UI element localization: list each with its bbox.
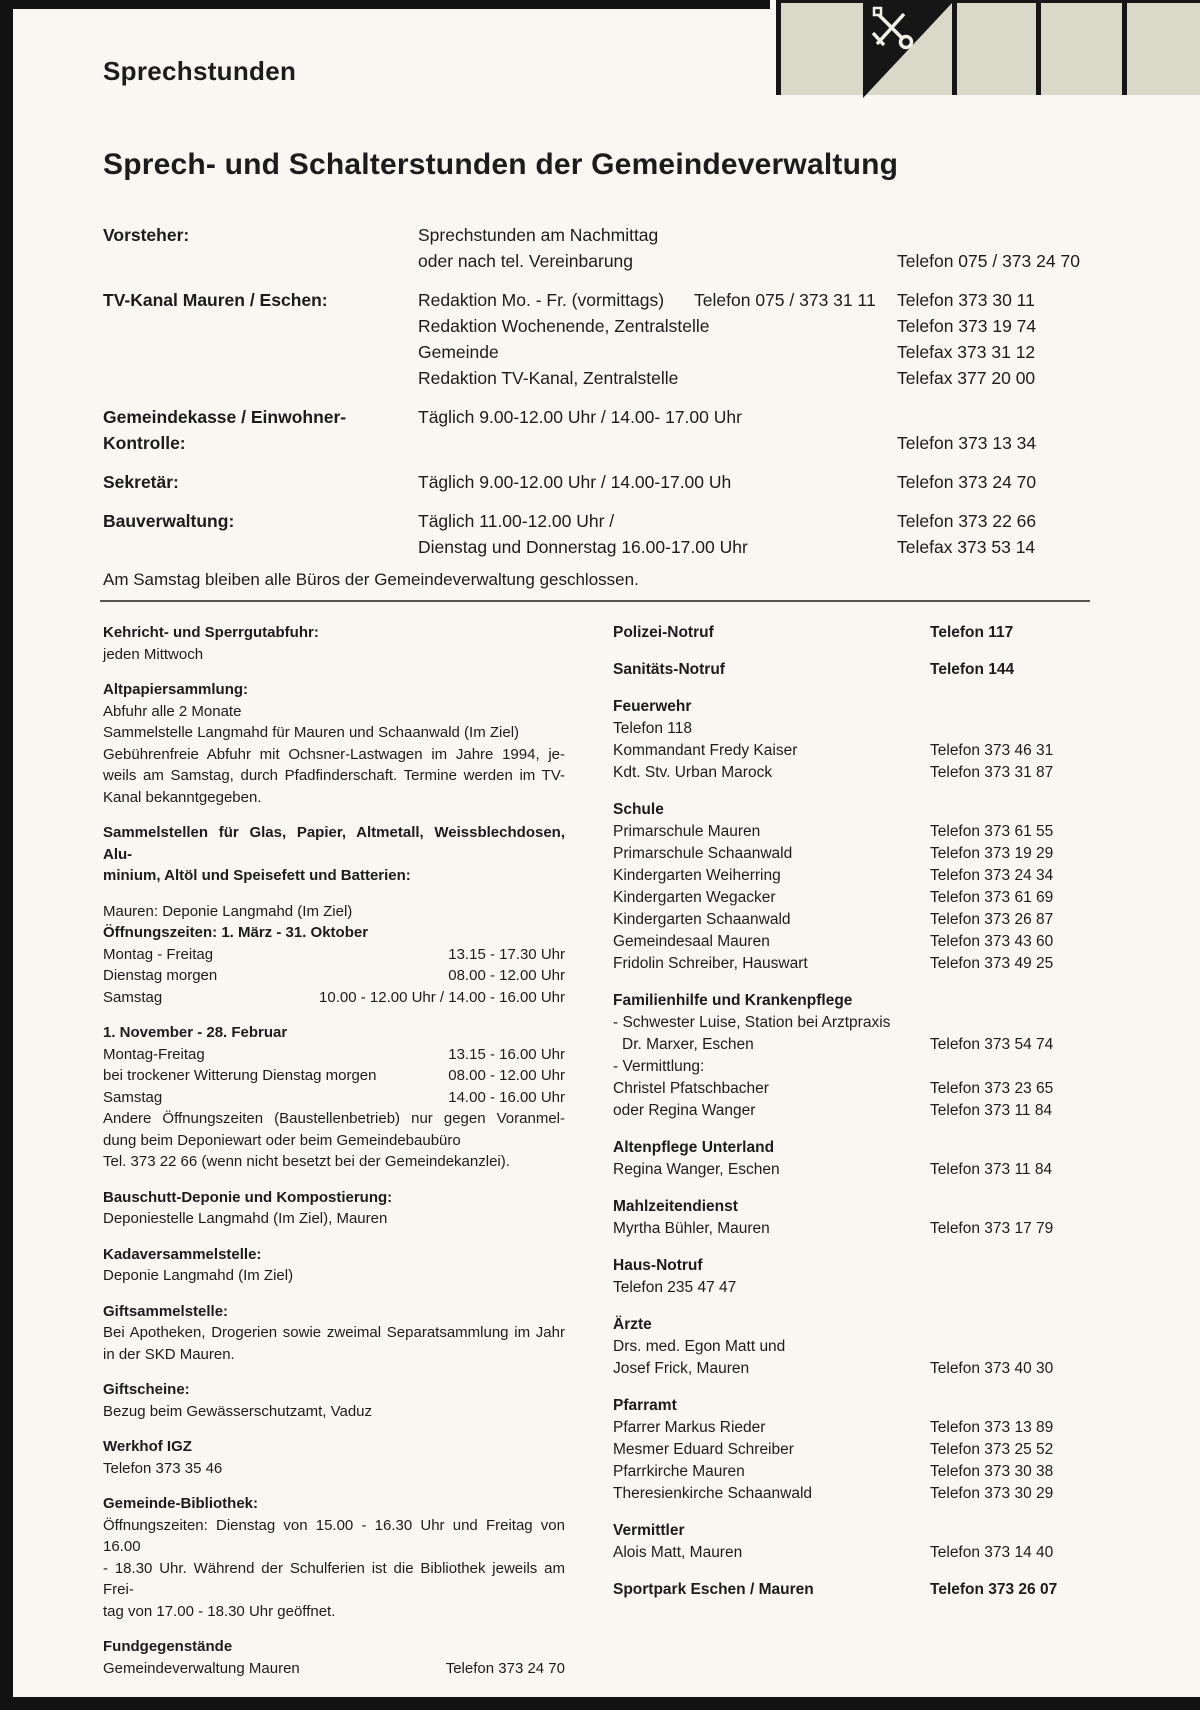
office-phone-line xyxy=(897,404,1095,430)
entry-name-line xyxy=(613,1358,1090,1380)
directory-section xyxy=(613,799,1090,975)
section-text-line: Abfuhr alle 2 Monate xyxy=(103,702,242,720)
schedule-row xyxy=(103,987,565,1009)
entry-name: Gemeindesaal Mauren xyxy=(613,933,770,950)
header-decorative-band xyxy=(776,0,1200,95)
office-label-line: Gemeindekasse / Einwohner- xyxy=(103,407,347,427)
section-heading: Altpapiersammlung: xyxy=(103,681,249,698)
office-hours-row xyxy=(103,404,1095,456)
directory-section xyxy=(103,1493,565,1622)
section-heading-text: Sanitäts-Notruf xyxy=(613,661,725,678)
entry-name-line xyxy=(613,1034,1090,1056)
schedule-time: Telefon 373 24 70 xyxy=(445,1659,565,1677)
office-description-line: Täglich 9.00-12.00 Uhr / 14.00- 17.00 Uhr xyxy=(418,407,742,427)
scan-edge-strip xyxy=(0,0,13,1710)
crossed-sword-key-icon xyxy=(863,3,952,98)
entry-name: Telefon 235 47 47 xyxy=(613,1279,737,1296)
schedule-time: 08.00 - 12.00 Uhr xyxy=(448,1067,565,1084)
directory-section xyxy=(613,659,1090,681)
office-hours-row xyxy=(103,469,1095,495)
entry-name-line xyxy=(613,865,1090,887)
section-heading-text: Ärzte xyxy=(613,1316,652,1333)
entry-name-line xyxy=(613,1012,1090,1034)
office-description-line: Sprechstunden am Nachmittag xyxy=(418,225,659,245)
directory-section xyxy=(613,1314,1090,1380)
entry-name-line xyxy=(613,843,1090,865)
office-phone-cell xyxy=(897,404,1095,456)
office-description-line: Redaktion TV-Kanal, Zentralstelle xyxy=(418,368,679,388)
entry-name: Fridolin Schreiber, Hauswart xyxy=(613,955,808,972)
section-text-line: tag von 17.00 - 18.30 Uhr geöffnet. xyxy=(103,1602,336,1620)
office-hours-table xyxy=(103,222,1095,573)
entry-phone: Telefon 144 xyxy=(930,661,1015,678)
office-description-cell xyxy=(418,222,897,274)
office-description-line: oder nach tel. Vereinbarung xyxy=(418,251,634,271)
section-heading-text: Altenpflege Unterland xyxy=(613,1139,775,1156)
section-heading: Bauschutt-Deponie und Kompostierung: xyxy=(103,1188,393,1206)
schedule-row xyxy=(103,965,565,987)
section-heading: Sammelstellen für Glas, Papier, Altmetall, Weissblechdosen, Alu- xyxy=(103,824,565,863)
section-heading xyxy=(613,1196,1090,1218)
entry-name: Kdt. Stv. Urban Marock xyxy=(613,764,773,781)
entry-name-line xyxy=(613,821,1090,843)
office-description-line: Redaktion Wochenende, Zentralstelle xyxy=(418,316,710,336)
directory-section xyxy=(103,679,565,808)
directory-section xyxy=(613,1395,1090,1505)
office-phone-line: Telefax 377 20 00 xyxy=(897,368,1036,388)
entry-name-line xyxy=(613,1218,1090,1240)
section-heading: 1. November - 28. Februar xyxy=(103,1024,288,1041)
office-phone-cell xyxy=(897,508,1095,560)
schedule-row xyxy=(103,1087,565,1109)
entry-name: Drs. med. Egon Matt und xyxy=(613,1338,786,1355)
emblem-triangle xyxy=(863,3,952,98)
section-heading xyxy=(613,1395,1090,1417)
entry-name-line xyxy=(613,1100,1090,1122)
office-phone-line: Telefax 373 53 14 xyxy=(897,537,1036,557)
entry-phone: Telefon 117 xyxy=(930,624,1014,641)
office-description-cell xyxy=(418,287,897,391)
entry-name-line xyxy=(613,1159,1090,1181)
office-description-cell xyxy=(418,508,897,560)
entry-phone: Telefon 373 30 38 xyxy=(930,1463,1054,1480)
office-phone-line: Telefon 373 30 11 xyxy=(897,290,1035,310)
section-heading xyxy=(613,1255,1090,1277)
directory-section xyxy=(103,822,565,887)
entry-name-line xyxy=(613,909,1090,931)
schedule-label: Samstag xyxy=(103,1088,163,1106)
entry-name-line xyxy=(613,1277,1090,1299)
section-heading xyxy=(613,1137,1090,1159)
page-kicker: Sprechstunden xyxy=(103,56,297,86)
entry-name: Telefon 118 xyxy=(613,720,692,737)
entry-phone: Telefon 373 61 55 xyxy=(930,823,1054,840)
section-text-line: Gebührenfreie Abfuhr mit Ochsner-Lastwagen im Jahre 1994, je- xyxy=(103,745,565,763)
office-label-cell xyxy=(103,222,418,274)
entry-name: Kindergarten Weiherring xyxy=(613,867,781,884)
entry-name: Josef Frick, Mauren xyxy=(613,1360,750,1377)
directory-section xyxy=(613,1196,1090,1240)
section-heading-text: Familienhilfe und Krankenpflege xyxy=(613,992,853,1009)
office-description-line: Täglich 9.00-12.00 Uhr / 14.00-17.00 Uh xyxy=(418,472,732,492)
office-description-line: Dienstag und Donnerstag 16.00-17.00 Uhr xyxy=(418,537,748,557)
directory-section xyxy=(103,1301,565,1366)
schedule-time: 13.15 - 16.00 Uhr xyxy=(448,1045,565,1063)
section-text-line: jeden Mittwoch xyxy=(103,645,204,663)
section-heading xyxy=(613,659,1090,681)
schedule-label: Montag-Freitag xyxy=(103,1045,205,1063)
office-phone-line: Telefon 075 / 373 24 70 xyxy=(897,251,1080,271)
section-heading: Gemeinde-Bibliothek: xyxy=(103,1495,259,1512)
section-heading: Kadaversammelstelle: xyxy=(103,1245,262,1263)
office-phone-cell xyxy=(897,287,1095,391)
entry-phone: Telefon 373 14 40 xyxy=(930,1544,1054,1561)
entry-name: Primarschule Schaanwald xyxy=(613,845,793,862)
section-heading-text: Feuerwehr xyxy=(613,698,692,715)
section-heading: Öffnungszeiten: 1. März - 31. Oktober xyxy=(103,924,369,941)
entry-phone: Telefon 373 26 87 xyxy=(930,911,1054,928)
entry-name-line xyxy=(613,1461,1090,1483)
entry-name: Kindergarten Schaanwald xyxy=(613,911,791,928)
office-hours-row xyxy=(103,287,1095,391)
office-phone-line: Telefax 373 31 12 xyxy=(897,342,1036,362)
entry-phone: Telefon 373 43 60 xyxy=(930,933,1054,950)
directory-section xyxy=(613,696,1090,784)
schedule-row xyxy=(103,1658,565,1680)
entry-phone: Telefon 373 61 69 xyxy=(930,889,1054,906)
office-description-line xyxy=(418,430,897,456)
top-rule-bar xyxy=(13,0,770,9)
entry-name-line xyxy=(613,887,1090,909)
directory-section xyxy=(103,1187,565,1230)
entry-name-line xyxy=(613,1336,1090,1358)
section-heading-text: Schule xyxy=(613,801,664,818)
section-heading-text: Vermittler xyxy=(613,1522,685,1539)
directory-left-column xyxy=(103,622,565,1693)
bottom-rule-bar xyxy=(0,1697,1200,1710)
directory-section xyxy=(613,622,1090,644)
schedule-label: Montag - Freitag xyxy=(103,945,214,963)
entry-name-line xyxy=(613,1439,1090,1461)
section-heading xyxy=(613,990,1090,1012)
band-divider-line xyxy=(1036,3,1041,95)
section-text-line: weils am Samstag, durch Pfadfinderschaft. Termine werden im TV- xyxy=(103,767,565,784)
section-text-line: Deponiestelle Langmahd (Im Ziel), Mauren xyxy=(103,1210,388,1227)
entry-phone: Telefon 373 23 65 xyxy=(930,1080,1054,1097)
entry-name: - Vermittlung: xyxy=(613,1058,705,1075)
entry-name-line xyxy=(613,1078,1090,1100)
entry-name: Theresienkirche Schaanwald xyxy=(613,1485,813,1502)
entry-phone: Telefon 373 17 79 xyxy=(930,1220,1054,1237)
section-heading xyxy=(613,696,1090,718)
section-heading: Fundgegenstände xyxy=(103,1638,233,1655)
schedule-time: 14.00 - 16.00 Uhr xyxy=(448,1088,565,1106)
section-heading-text: Pfarramt xyxy=(613,1397,677,1414)
section-text-line: Bei Apotheken, Drogerien sowie zweimal Separatsammlung im Jahr xyxy=(103,1324,565,1341)
directory-section xyxy=(103,1379,565,1422)
entry-phone: Telefon 373 31 87 xyxy=(930,764,1054,781)
section-heading xyxy=(613,1520,1090,1542)
band-divider-line xyxy=(952,3,957,95)
schedule-time: 13.15 - 17.30 Uhr xyxy=(448,945,565,963)
entry-phone: Telefon 373 46 31 xyxy=(930,742,1054,759)
directory-section xyxy=(613,990,1090,1122)
section-divider xyxy=(100,600,1090,602)
section-heading: minium, Altöl und Speisefett und Batterien: xyxy=(103,867,411,884)
office-inline-phone: Telefon 075 / 373 31 11 xyxy=(694,290,876,310)
section-text-line: Andere Öffnungszeiten (Baustellenbetrieb) nur gegen Voranmel- xyxy=(103,1110,565,1127)
office-description-line: Täglich 11.00-12.00 Uhr / xyxy=(418,511,615,531)
section-heading xyxy=(613,1314,1090,1336)
entry-name: Dr. Marxer, Eschen xyxy=(622,1036,754,1053)
office-hours-row xyxy=(103,508,1095,560)
band-divider-line xyxy=(1122,3,1127,95)
section-text-line: Deponie Langmahd (Im Ziel) xyxy=(103,1267,294,1284)
schedule-label: Samstag xyxy=(103,988,163,1006)
entry-phone: Telefon 373 19 29 xyxy=(930,845,1054,862)
entry-phone: Telefon 373 26 07 xyxy=(930,1581,1058,1598)
directory-right-column xyxy=(613,622,1090,1616)
entry-phone: Telefon 373 13 89 xyxy=(930,1419,1054,1436)
office-label-cell xyxy=(103,469,418,495)
entry-name: - Schwester Luise, Station bei Arztpraxis xyxy=(613,1014,891,1031)
entry-phone: Telefon 373 40 30 xyxy=(930,1360,1054,1377)
entry-name: Christel Pfatschbacher xyxy=(613,1080,769,1097)
entry-phone: Telefon 373 54 74 xyxy=(930,1036,1054,1053)
page-title: Sprech- und Schalterstunden der Gemeindeverwaltung xyxy=(103,148,899,181)
directory-section xyxy=(103,1244,565,1287)
directory-section xyxy=(103,622,565,665)
entry-phone: Telefon 373 11 84 xyxy=(930,1102,1053,1119)
office-hours-row xyxy=(103,222,1095,274)
office-label-line: Vorsteher: xyxy=(103,225,190,245)
entry-name: Kindergarten Wegacker xyxy=(613,889,776,906)
entry-name-line xyxy=(613,740,1090,762)
entry-name: Alois Matt, Mauren xyxy=(613,1544,743,1561)
office-label-cell xyxy=(103,508,418,560)
entry-phone: Telefon 373 49 25 xyxy=(930,955,1054,972)
office-phone-line: Telefon 373 19 74 xyxy=(897,316,1037,336)
entry-name-line xyxy=(613,1417,1090,1439)
schedule-row xyxy=(103,944,565,966)
section-heading xyxy=(613,622,1090,644)
entry-name: Regina Wanger, Eschen xyxy=(613,1161,780,1178)
entry-name: Mesmer Eduard Schreiber xyxy=(613,1441,794,1458)
office-label-cell xyxy=(103,404,418,456)
entry-name-line xyxy=(613,762,1090,784)
schedule-row xyxy=(103,1044,565,1066)
entry-phone: Telefon 373 30 29 xyxy=(930,1485,1054,1502)
entry-name: Primarschule Mauren xyxy=(613,823,761,840)
section-text-line: Öffnungszeiten: Dienstag von 15.00 - 16.30 Uhr und Freitag von 16.00 xyxy=(103,1516,565,1555)
entry-name: oder Regina Wanger xyxy=(613,1102,756,1119)
office-description-line: Redaktion Mo. - Fr. (vormittags) Telefon 075 / 373 31 11 xyxy=(418,287,897,313)
section-heading: Kehricht- und Sperrgutabfuhr: xyxy=(103,624,319,641)
section-heading-text: Polizei-Notruf xyxy=(613,624,714,641)
office-label-line: Bauverwaltung: xyxy=(103,511,235,531)
office-phone-cell xyxy=(897,469,1095,495)
band-divider-line xyxy=(776,3,781,95)
section-heading-text: Haus-Notruf xyxy=(613,1257,703,1274)
section-text-line: Bezug beim Gewässerschutzamt, Vaduz xyxy=(103,1402,373,1420)
entry-name: Pfarrer Markus Rieder xyxy=(613,1419,766,1436)
office-description-cell xyxy=(418,469,897,495)
section-heading-text: Sportpark Eschen / Mauren xyxy=(613,1581,814,1598)
section-text-line: dung beim Deponiewart oder beim Gemeindebaubüro xyxy=(103,1131,461,1149)
schedule-label: Dienstag morgen xyxy=(103,967,218,984)
schedule-time: 08.00 - 12.00 Uhr xyxy=(448,967,565,984)
section-heading-text: Mahlzeitendienst xyxy=(613,1198,738,1215)
entry-phone: Telefon 373 11 84 xyxy=(930,1161,1053,1178)
section-heading: Giftscheine: xyxy=(103,1381,190,1398)
office-label-line: Sekretär: xyxy=(103,472,179,492)
section-text-line: - 18.30 Uhr. Während der Schulferien ist die Bibliothek jeweils am Frei- xyxy=(103,1559,565,1598)
section-heading xyxy=(613,1579,1090,1601)
office-label-line: TV-Kanal Mauren / Eschen: xyxy=(103,290,328,310)
directory-section xyxy=(103,901,565,1009)
directory-section xyxy=(103,1636,565,1679)
section-heading xyxy=(613,799,1090,821)
entry-phone: Telefon 373 25 52 xyxy=(930,1441,1054,1458)
entry-name-line xyxy=(613,953,1090,975)
section-text-line: Kanal bekanntgegeben. xyxy=(103,788,262,806)
office-description-cell xyxy=(418,404,897,456)
office-phone-line: Telefon 373 24 70 xyxy=(897,472,1037,492)
entry-name: Myrtha Bühler, Mauren xyxy=(613,1220,770,1237)
entry-name-line xyxy=(613,1542,1090,1564)
section-heading: Giftsammelstelle: xyxy=(103,1302,229,1320)
entry-phone: Telefon 373 24 34 xyxy=(930,867,1054,884)
schedule-row xyxy=(103,1065,565,1087)
entry-name: Pfarrkirche Mauren xyxy=(613,1463,745,1480)
section-text-line: Sammelstelle Langmahd für Mauren und Schaanwald (Im Ziel) xyxy=(103,724,520,741)
directory-section xyxy=(613,1255,1090,1299)
section-text-line: Tel. 373 22 66 (wenn nicht besetzt bei der Gemeindekanzlei). xyxy=(103,1153,510,1170)
entry-name: Kommandant Fredy Kaiser xyxy=(613,742,798,759)
schedule-label: Gemeindeverwaltung Mauren xyxy=(103,1659,300,1677)
directory-section xyxy=(613,1137,1090,1181)
entry-name-line xyxy=(613,1056,1090,1078)
section-text-line: Mauren: Deponie Langmahd (Im Ziel) xyxy=(103,902,353,920)
schedule-label: bei trockener Witterung Dienstag morgen xyxy=(103,1067,377,1084)
office-description-line: Gemeinde xyxy=(418,342,499,362)
entry-name-line xyxy=(613,718,1090,740)
office-phone-line xyxy=(897,222,1095,248)
directory-section xyxy=(103,1436,565,1479)
entry-name-line xyxy=(613,1483,1090,1505)
office-phone-line: Telefon 373 13 34 xyxy=(897,433,1037,453)
directory-section xyxy=(613,1520,1090,1564)
closing-note: Am Samstag bleiben alle Büros der Gemeindeverwaltung geschlossen. xyxy=(103,570,639,589)
section-text-line: Telefon 373 35 46 xyxy=(103,1459,223,1477)
office-phone-cell xyxy=(897,222,1095,274)
section-heading: Werkhof IGZ xyxy=(103,1438,192,1455)
office-label-cell xyxy=(103,287,418,391)
schedule-time: 10.00 - 12.00 Uhr / 14.00 - 16.00 Uhr xyxy=(319,988,565,1006)
directory-section xyxy=(103,1022,565,1173)
directory-section xyxy=(613,1579,1090,1601)
office-phone-line: Telefon 373 22 66 xyxy=(897,511,1037,531)
section-text-line: in der SKD Mauren. xyxy=(103,1345,235,1363)
office-label-line: Kontrolle: xyxy=(103,433,186,453)
entry-name-line xyxy=(613,931,1090,953)
